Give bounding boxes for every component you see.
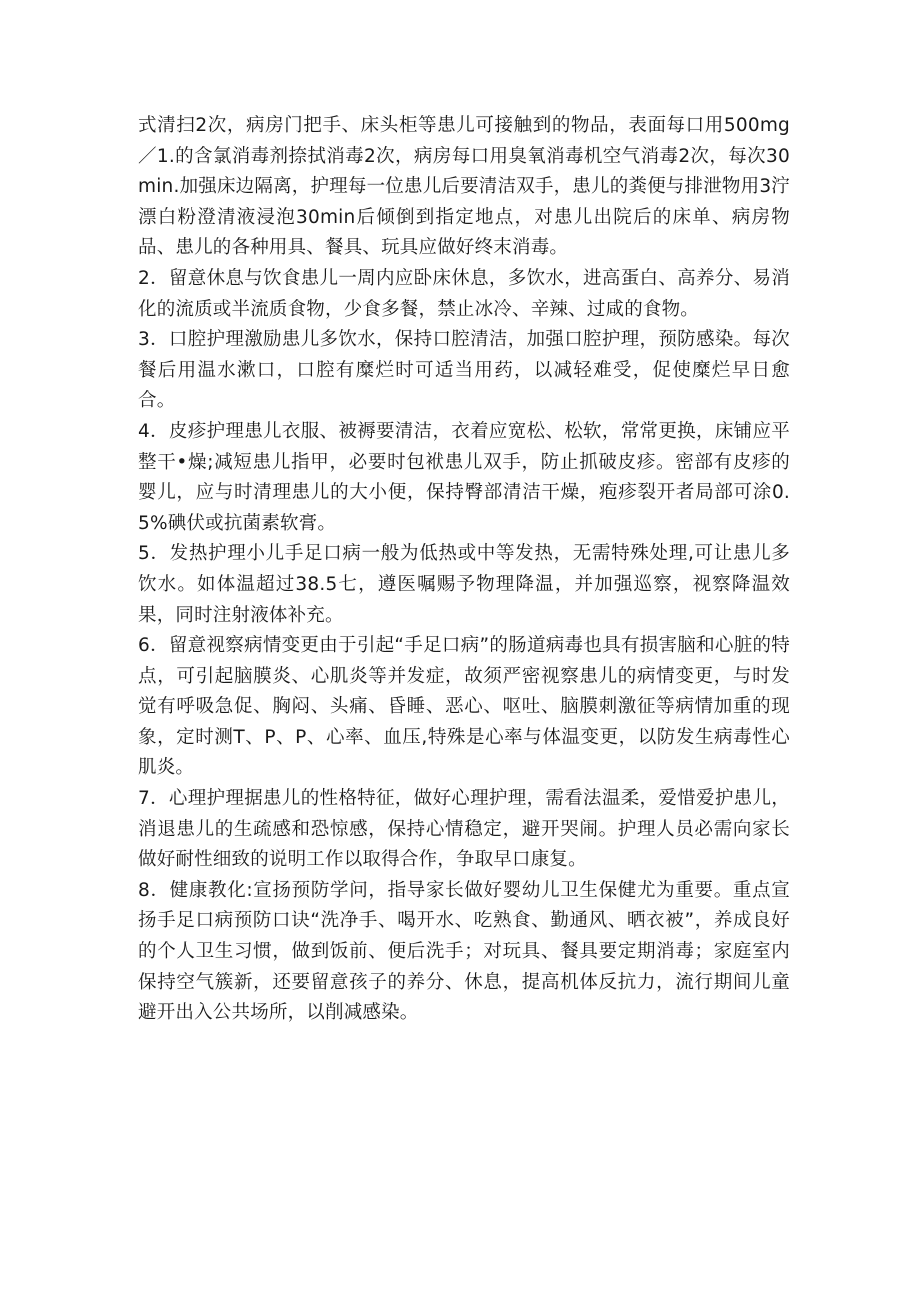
paragraph-disinfection-continued: 式清扫2次，病房门把手、床头柜等患儿可接触到的物品，表面每口用500mg／1.的含氯消毒剂捺拭消毒2次，病房每口用臭氧消毒机空气消毒2次，每次30min.加强床边隔离，护理每一位患儿后要清洁双手，患儿的粪便与排泄物用3泞漂白粉澄清液浸泡30min后倾倒到指定地点，对患儿出院后的床单、病房物品、患儿的各种用具、餐具、玩具应做好终末消毒。 — [138, 115, 790, 259]
document-page — [138, 111, 790, 1029]
paragraph-rest-and-diet: 2．留意休息与饮食患儿一周内应卧床休息，多饮水，进高蛋白、高养分、易消化的流质或半流质食物，少食多餐，禁止冰冷、辛辣、过咸的食物。 — [138, 267, 790, 320]
paragraph-health-education: 8．健康教化:宣扬预防学问，指导家长做好婴幼儿卫生保健尤为重要。重点宣扬手足口病预防口诀“洗净手、喝开水、吃熟食、勤通风、晒衣被”，养成良好的个人卫生习惯，做到饭前、便后洗手；对玩具、餐具要定期消毒；家庭室内保持空气簇新，还要留意孩子的养分、休息，提高机体反抗力，流行期间儿童避开出入公共场所，以削减感染。 — [138, 879, 790, 1024]
paragraph-fever-care: 5．发热护理小儿手足口病一般为低热或中等发热，无需特殊处理,可让患儿多饮水。如体温超过38.5七，遵医嘱赐予物理降温，并加强巡察，视察降温效果，同时注射液体补充。 — [138, 543, 790, 626]
paragraph-oral-care: 3．口腔护理激励患儿多饮水，保持口腔清洁，加强口腔护理，预防感染。每次餐后用温水漱口，口腔有糜烂时可适当用药，以减轻难受，促使糜烂早日愈合。 — [138, 329, 790, 412]
paragraph-psychological-care: 7．心理护理据患儿的性格特征，做好心理护理，需看法温柔，爱惜爱护患儿，消退患儿的生疏感和恐惊感，保持心情稳定，避开哭闹。护理人员必需向家长做好耐性细致的说明工作以取得合作，争取早口康复。 — [138, 788, 790, 871]
paragraph-rash-care: 4．皮疹护理患儿衣服、被褥要清洁，衣着应宽松、松软，常常更换，床铺应平整干•燥;减短患儿指甲，必要时包袱患儿双手，防止抓破皮疹。密部有皮疹的婴儿，应与时清理患儿的大小便，保持臀部清洁干燥，疱疹裂开者局部可涂0.5%碘伏或抗菌素软膏。 — [138, 420, 790, 534]
paragraph-condition-monitoring: 6．留意视察病情变更由于引起“手足口病”的肠道病毒也具有损害脑和心脏的特点，可引起脑膜炎、心肌炎等并发症，故须严密视察患儿的病情变更，与时发觉有呼吸急促、胸闷、头痛、昏睡、恶心、呕吐、脑膜刺激征等病情加重的现象，定时测T、P、P、心率、血压,特殊是心率与体温变更，以防发生病毒性心肌炎。 — [138, 635, 790, 779]
